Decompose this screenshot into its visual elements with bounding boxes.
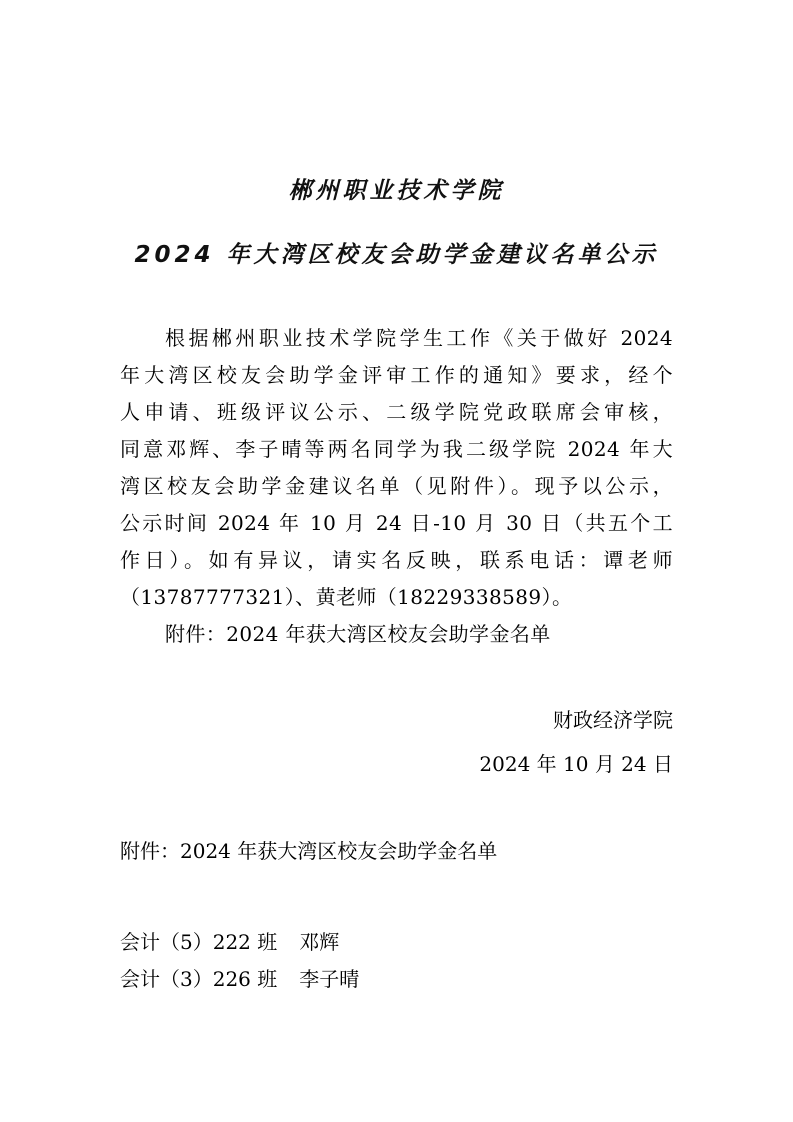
body-line: 湾区校友会助学金建议名单（见附件）。现予以公示， <box>120 474 673 498</box>
notice-title: 2024 年大湾区校友会助学金建议名单公示 <box>134 242 659 268</box>
signature-date: 2024 年 10 月 24 日 <box>479 752 673 776</box>
attachment-note: 附件：2024 年获大湾区校友会助学金名单 <box>165 622 551 646</box>
recipient-class: 会计（3）226 班 <box>120 967 278 991</box>
body-line: 公示时间 2024 年 10 月 24 日-10 月 30 日（共五个工 <box>120 511 673 535</box>
recipient-class: 会计（5）222 班 <box>120 930 278 954</box>
body-line: （13787777321）、黄老师（18229338589）。 <box>120 585 573 609</box>
recipient-list <box>120 924 359 998</box>
body-line: 人申请、班级评议公示、二级学院党政联席会审核， <box>120 400 673 424</box>
school-title: 郴州职业技术学院 <box>288 178 505 204</box>
body-line: 同意邓辉、李子晴等两名同学为我二级学院 2024 年大 <box>120 437 673 461</box>
list-item <box>120 961 359 998</box>
recipient-name: 邓辉 <box>299 930 340 954</box>
list-item <box>120 924 359 961</box>
notice-body <box>120 320 673 653</box>
body-line: 作日）。如有异议，请实名反映，联系电话：谭老师 <box>120 548 673 572</box>
attachment-title: 附件：2024 年获大湾区校友会助学金名单 <box>120 839 498 863</box>
signature-organization: 财政经济学院 <box>553 708 673 732</box>
body-line: 根据郴州职业技术学院学生工作《关于做好 2024 <box>165 326 673 350</box>
body-line: 年大湾区校友会助学金评审工作的通知》要求，经个 <box>120 363 673 387</box>
recipient-name: 李子晴 <box>299 967 360 991</box>
